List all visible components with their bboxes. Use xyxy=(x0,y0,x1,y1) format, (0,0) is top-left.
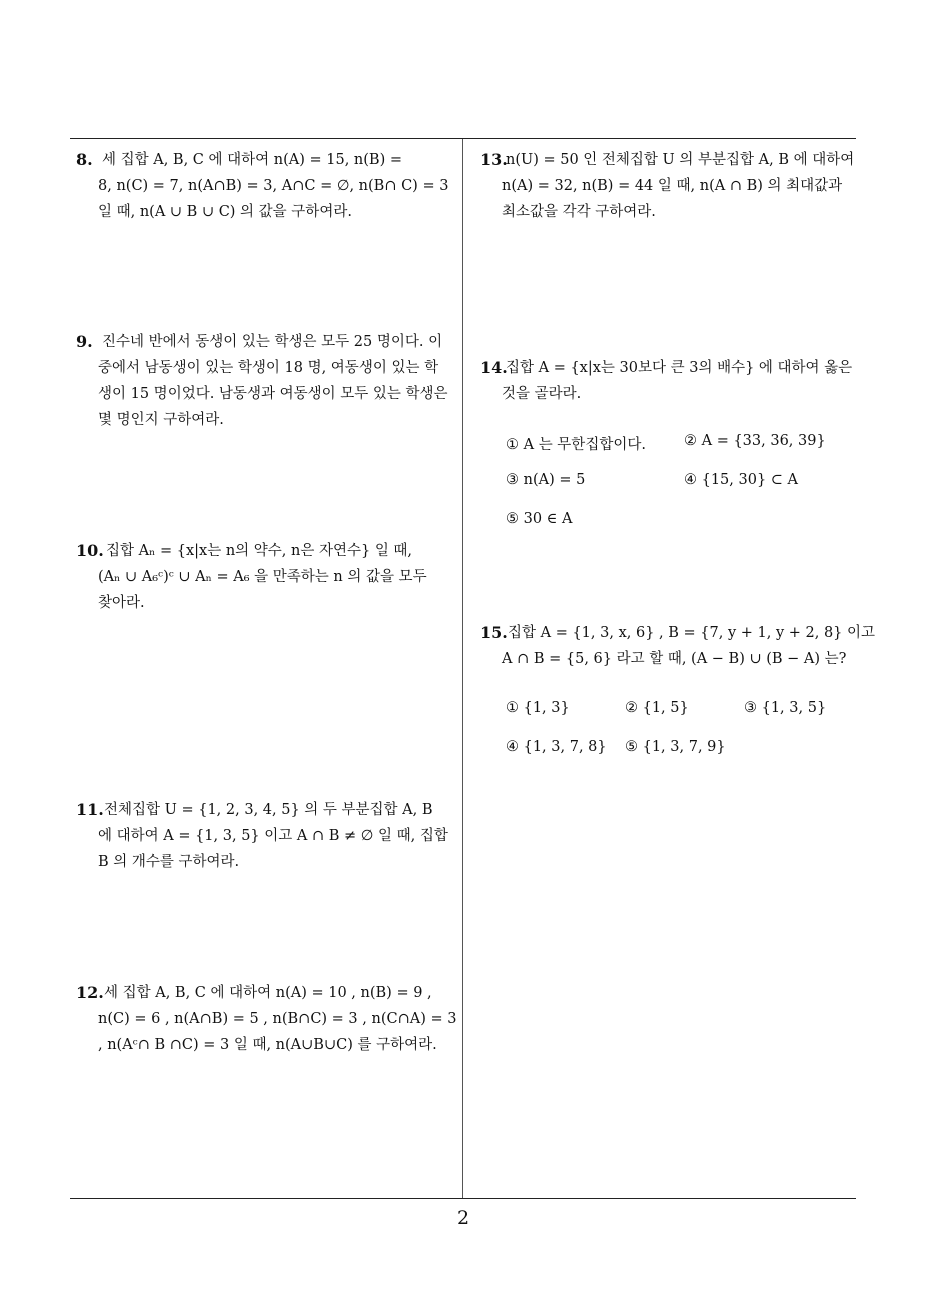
question-15 xyxy=(480,620,876,672)
answer-option[interactable]: ② A = {33, 36, 39} xyxy=(684,433,826,449)
question-text-line: 것을 골라라. xyxy=(502,386,582,402)
question-text-line: 최소값을 각각 구하여라. xyxy=(502,204,656,220)
question-8 xyxy=(76,147,456,225)
question-number: 12. xyxy=(76,983,104,1002)
top-rule xyxy=(70,138,856,139)
answer-option[interactable]: ① {1, 3} xyxy=(506,700,570,716)
question-text-line: 세 집합 A, B, C 에 대하여 n(A) = 15, n(B) = xyxy=(102,152,402,168)
question-text-line: 전체집합 U = {1, 2, 3, 4, 5} 의 두 부분집합 A, B xyxy=(104,802,433,818)
question-text-line: 집합 A = {1, 3, x, 6} , B = {7, y + 1, y + 2, 8} 이고 xyxy=(508,625,876,641)
question-number: 9. xyxy=(76,332,93,351)
page-number: 2 xyxy=(456,1207,470,1229)
question-12 xyxy=(76,980,456,1058)
column-divider xyxy=(462,139,463,1199)
question-text-line: 진수네 반에서 동생이 있는 학생은 모두 25 명이다. 이 xyxy=(102,334,443,350)
answer-option[interactable]: ② {1, 5} xyxy=(625,700,689,716)
question-text-line: 생이 15 명이었다. 남동생과 여동생이 모두 있는 학생은 xyxy=(98,386,448,402)
answer-option[interactable]: ④ {1, 3, 7, 8} xyxy=(506,739,607,755)
question-text-line: 세 집합 A, B, C 에 대하여 n(A) = 10 , n(B) = 9 , xyxy=(104,985,432,1001)
question-text-line: n(A) = 32, n(B) = 44 일 때, n(A ∩ B) 의 최대값과 xyxy=(502,178,843,194)
answer-option[interactable]: ④ {15, 30} ⊂ A xyxy=(684,472,799,488)
question-number: 10. xyxy=(76,541,104,560)
question-text-line: 찾아라. xyxy=(98,595,145,611)
question-text-line: 일 때, n(A ∪ B ∪ C) 의 값을 구하여라. xyxy=(98,204,352,220)
question-text-line: n(U) = 50 인 전체집합 U 의 부분집합 A, B 에 대하여 xyxy=(506,152,855,168)
answer-option[interactable]: ⑤ 30 ∈ A xyxy=(506,511,573,527)
question-13 xyxy=(480,147,860,225)
question-text-line: 몇 명인지 구하여라. xyxy=(98,412,224,428)
question-text-line: (Aₙ ∪ A₆ᶜ)ᶜ ∪ Aₙ = A₆ 을 만족하는 n 의 값을 모두 xyxy=(98,569,427,585)
question-9 xyxy=(76,329,456,433)
question-number: 13. xyxy=(480,150,508,169)
question-text-line: 에 대하여 A = {1, 3, 5} 이고 A ∩ B ≠ ∅ 일 때, 집합 xyxy=(98,828,448,844)
question-11 xyxy=(76,797,456,875)
question-number: 15. xyxy=(480,623,508,642)
answer-option[interactable]: ⑤ {1, 3, 7, 9} xyxy=(625,739,726,755)
question-10 xyxy=(76,538,456,616)
question-text-line: 8, n(C) = 7, n(A∩B) = 3, A∩C = ∅, n(B∩ C) = 3 xyxy=(98,178,449,194)
question-text-line: A ∩ B = {5, 6} 라고 할 때, (A − B) ∪ (B − A) 는? xyxy=(502,651,847,667)
question-text-line: 집합 A = {x|x는 30보다 큰 3의 배수} 에 대하여 옳은 xyxy=(506,360,853,376)
question-text-line: n(C) = 6 , n(A∩B) = 5 , n(B∩C) = 3 , n(C∩A) = 3 xyxy=(98,1011,457,1027)
question-text-line: , n(Aᶜ∩ B ∩C) = 3 일 때, n(A∪B∪C) 를 구하여라. xyxy=(98,1037,437,1053)
answer-option[interactable]: ① A 는 무한집합이다. xyxy=(506,437,646,453)
question-number: 14. xyxy=(480,358,508,377)
bottom-rule xyxy=(70,1198,856,1199)
answer-option[interactable]: ③ {1, 3, 5} xyxy=(744,700,827,716)
question-number: 11. xyxy=(76,800,104,819)
answer-option[interactable]: ③ n(A) = 5 xyxy=(506,472,586,488)
question-text-line: 중에서 남동생이 있는 학생이 18 명, 여동생이 있는 학 xyxy=(98,360,439,376)
question-text-line: B 의 개수를 구하여라. xyxy=(98,854,240,870)
question-14 xyxy=(480,355,860,407)
question-number: 8. xyxy=(76,150,93,169)
question-text-line: 집합 Aₙ = {x|x는 n의 약수, n은 자연수} 일 때, xyxy=(106,543,413,559)
